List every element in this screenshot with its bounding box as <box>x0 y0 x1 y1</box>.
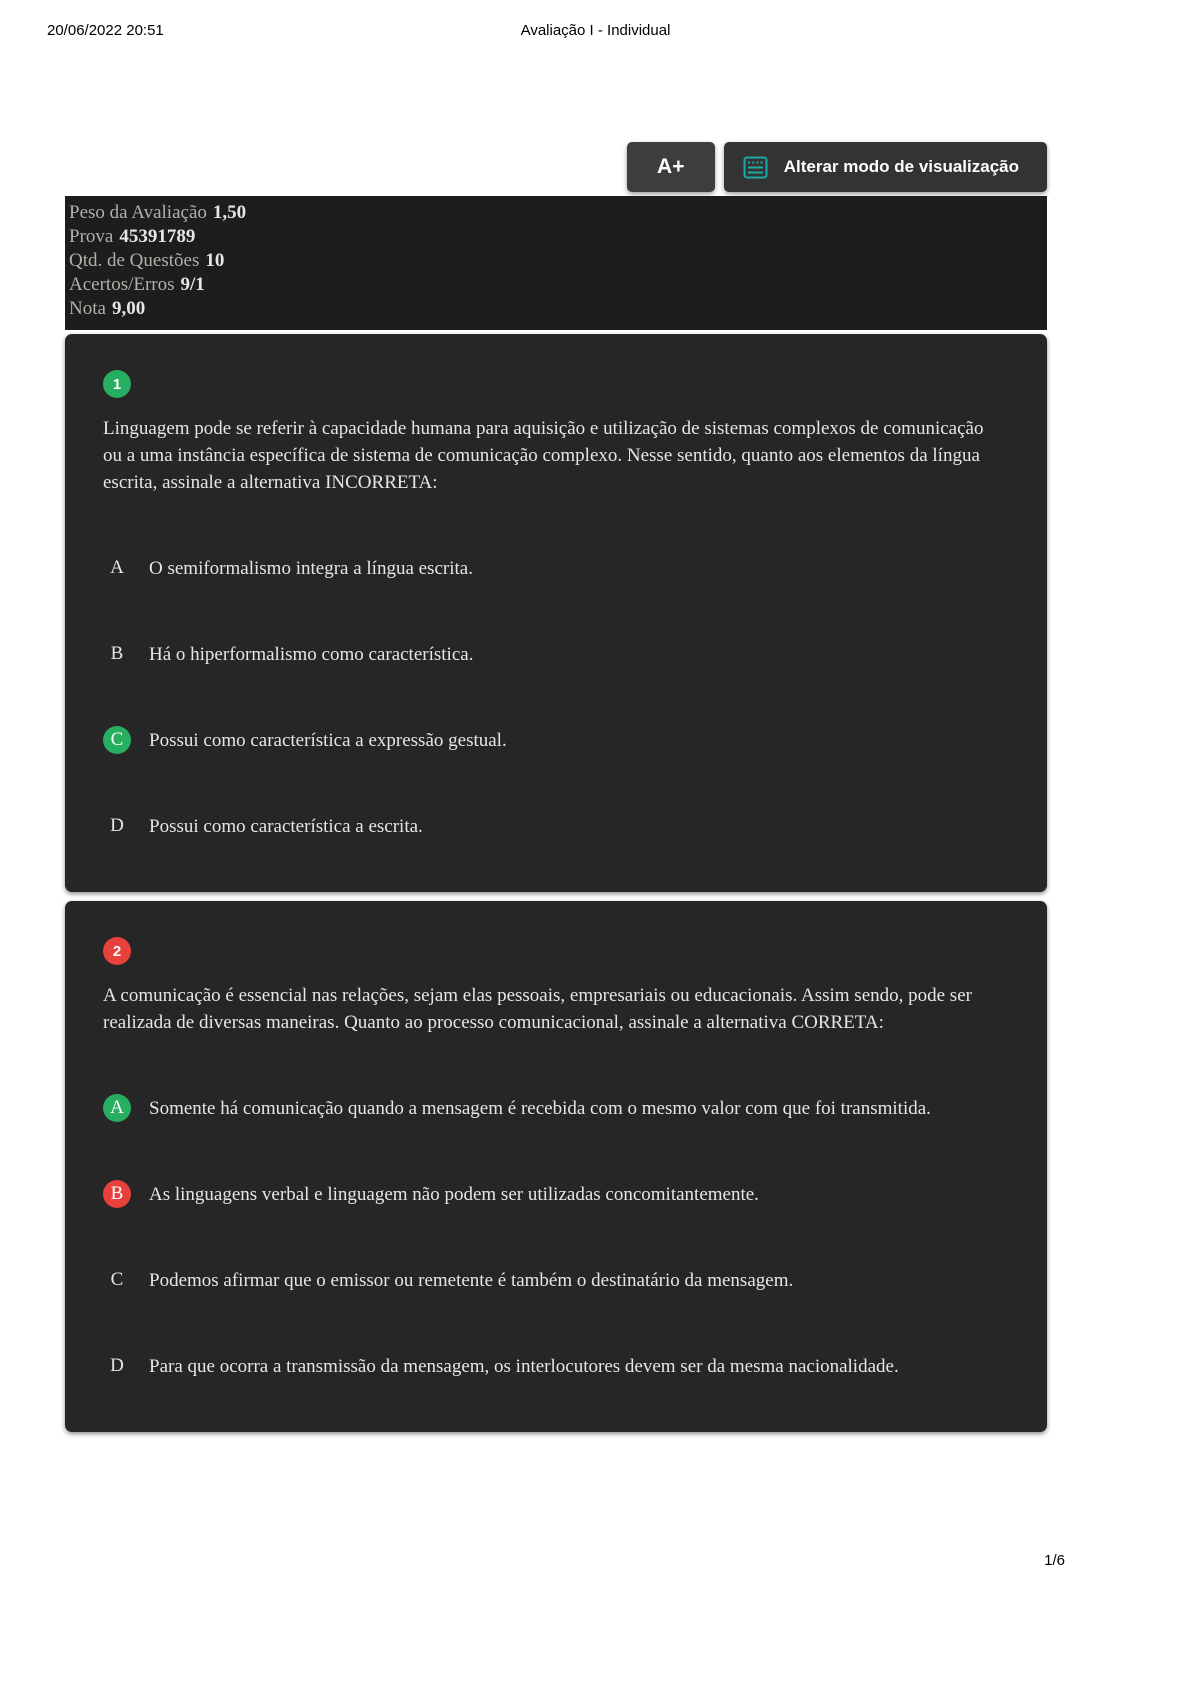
question-number-badge: 1 <box>103 370 131 398</box>
question-card-2 <box>65 901 1047 1432</box>
option-text: As linguagens verbal e linguagem não podem ser utilizadas concomitantemente. <box>149 1184 759 1205</box>
answer-option <box>103 1094 991 1122</box>
question-text: Linguagem pode se referir à capacidade humana para aquisição e utilização de sistemas complexos de comunicação ou a uma instância específica de sistema de comunicação complexo. Nesse sentido, quanto aos elementos da língua escrita, assinale a alternativa INCORRETA: <box>103 418 984 493</box>
page-indicator: 1/6 <box>1044 1552 1065 1569</box>
exam-summary <box>65 196 1047 330</box>
option-text: Podemos afirmar que o emissor ou remetente é também o destinatário da mensagem. <box>149 1270 794 1291</box>
answer-option <box>103 1266 991 1294</box>
question-number-badge: 2 <box>103 937 131 965</box>
option-letter-marker: B <box>110 643 124 664</box>
option-text: Há o hiperformalismo como característica. <box>149 644 474 665</box>
option-text: O semiformalismo integra a língua escrita. <box>149 558 473 579</box>
content-column <box>65 196 1047 1432</box>
summary-row <box>69 273 1037 297</box>
option-text: Possui como característica a escrita. <box>149 816 423 837</box>
option-letter-marker: B <box>103 1180 131 1208</box>
option-letter-marker: D <box>110 1355 124 1376</box>
summary-row <box>69 297 1037 321</box>
answer-option <box>103 726 991 754</box>
option-letter-marker: C <box>103 726 131 754</box>
option-text: Possui como característica a expressão gestual. <box>149 730 507 751</box>
question-text: A comunicação é essencial nas relações, sejam elas pessoais, empresariais ou educacionais. Assim sendo, pode ser realizada de diversas maneiras. Quanto ao processo comunicacional, assinale a alternativa CORRETA: <box>103 985 972 1033</box>
option-text: Para que ocorra a transmissão da mensagem, os interlocutores devem ser da mesma nacionalidade. <box>149 1356 899 1377</box>
option-letter-marker: A <box>110 557 124 578</box>
option-letter-marker: D <box>110 815 124 836</box>
summary-value: 1,50 <box>212 202 247 223</box>
summary-label: Peso da Avaliação <box>69 202 207 223</box>
summary-value: 45391789 <box>119 226 196 247</box>
summary-value: 9/1 <box>180 274 205 295</box>
answer-option <box>103 640 991 668</box>
toolbar <box>65 142 1047 192</box>
summary-label: Acertos/Erros <box>69 274 175 295</box>
summary-value: 9,00 <box>111 298 146 319</box>
summary-label: Qtd. de Questões <box>69 250 200 271</box>
page-title: Avaliação I - Individual <box>520 22 671 39</box>
option-letter-marker: A <box>103 1094 131 1122</box>
answer-option <box>103 1352 991 1380</box>
display-mode-icon <box>742 154 769 181</box>
answer-option <box>103 812 991 840</box>
question-card-1 <box>65 334 1047 892</box>
view-mode-label: Alterar modo de visualização <box>783 157 1019 176</box>
summary-value: 10 <box>205 250 225 271</box>
view-mode-button[interactable] <box>724 142 1047 192</box>
summary-row <box>69 225 1037 249</box>
summary-row <box>69 249 1037 273</box>
option-letter-marker: C <box>110 1269 124 1290</box>
print-timestamp: 20/06/2022 20:51 <box>47 22 164 39</box>
font-size-button[interactable]: A+ <box>627 142 715 192</box>
summary-label: Prova <box>69 226 114 247</box>
summary-row <box>69 201 1037 225</box>
print-header <box>0 20 1191 40</box>
summary-label: Nota <box>69 298 106 319</box>
answer-option <box>103 1180 991 1208</box>
option-text: Somente há comunicação quando a mensagem é recebida com o mesmo valor com que foi transmitida. <box>149 1098 931 1119</box>
answer-option <box>103 554 991 582</box>
